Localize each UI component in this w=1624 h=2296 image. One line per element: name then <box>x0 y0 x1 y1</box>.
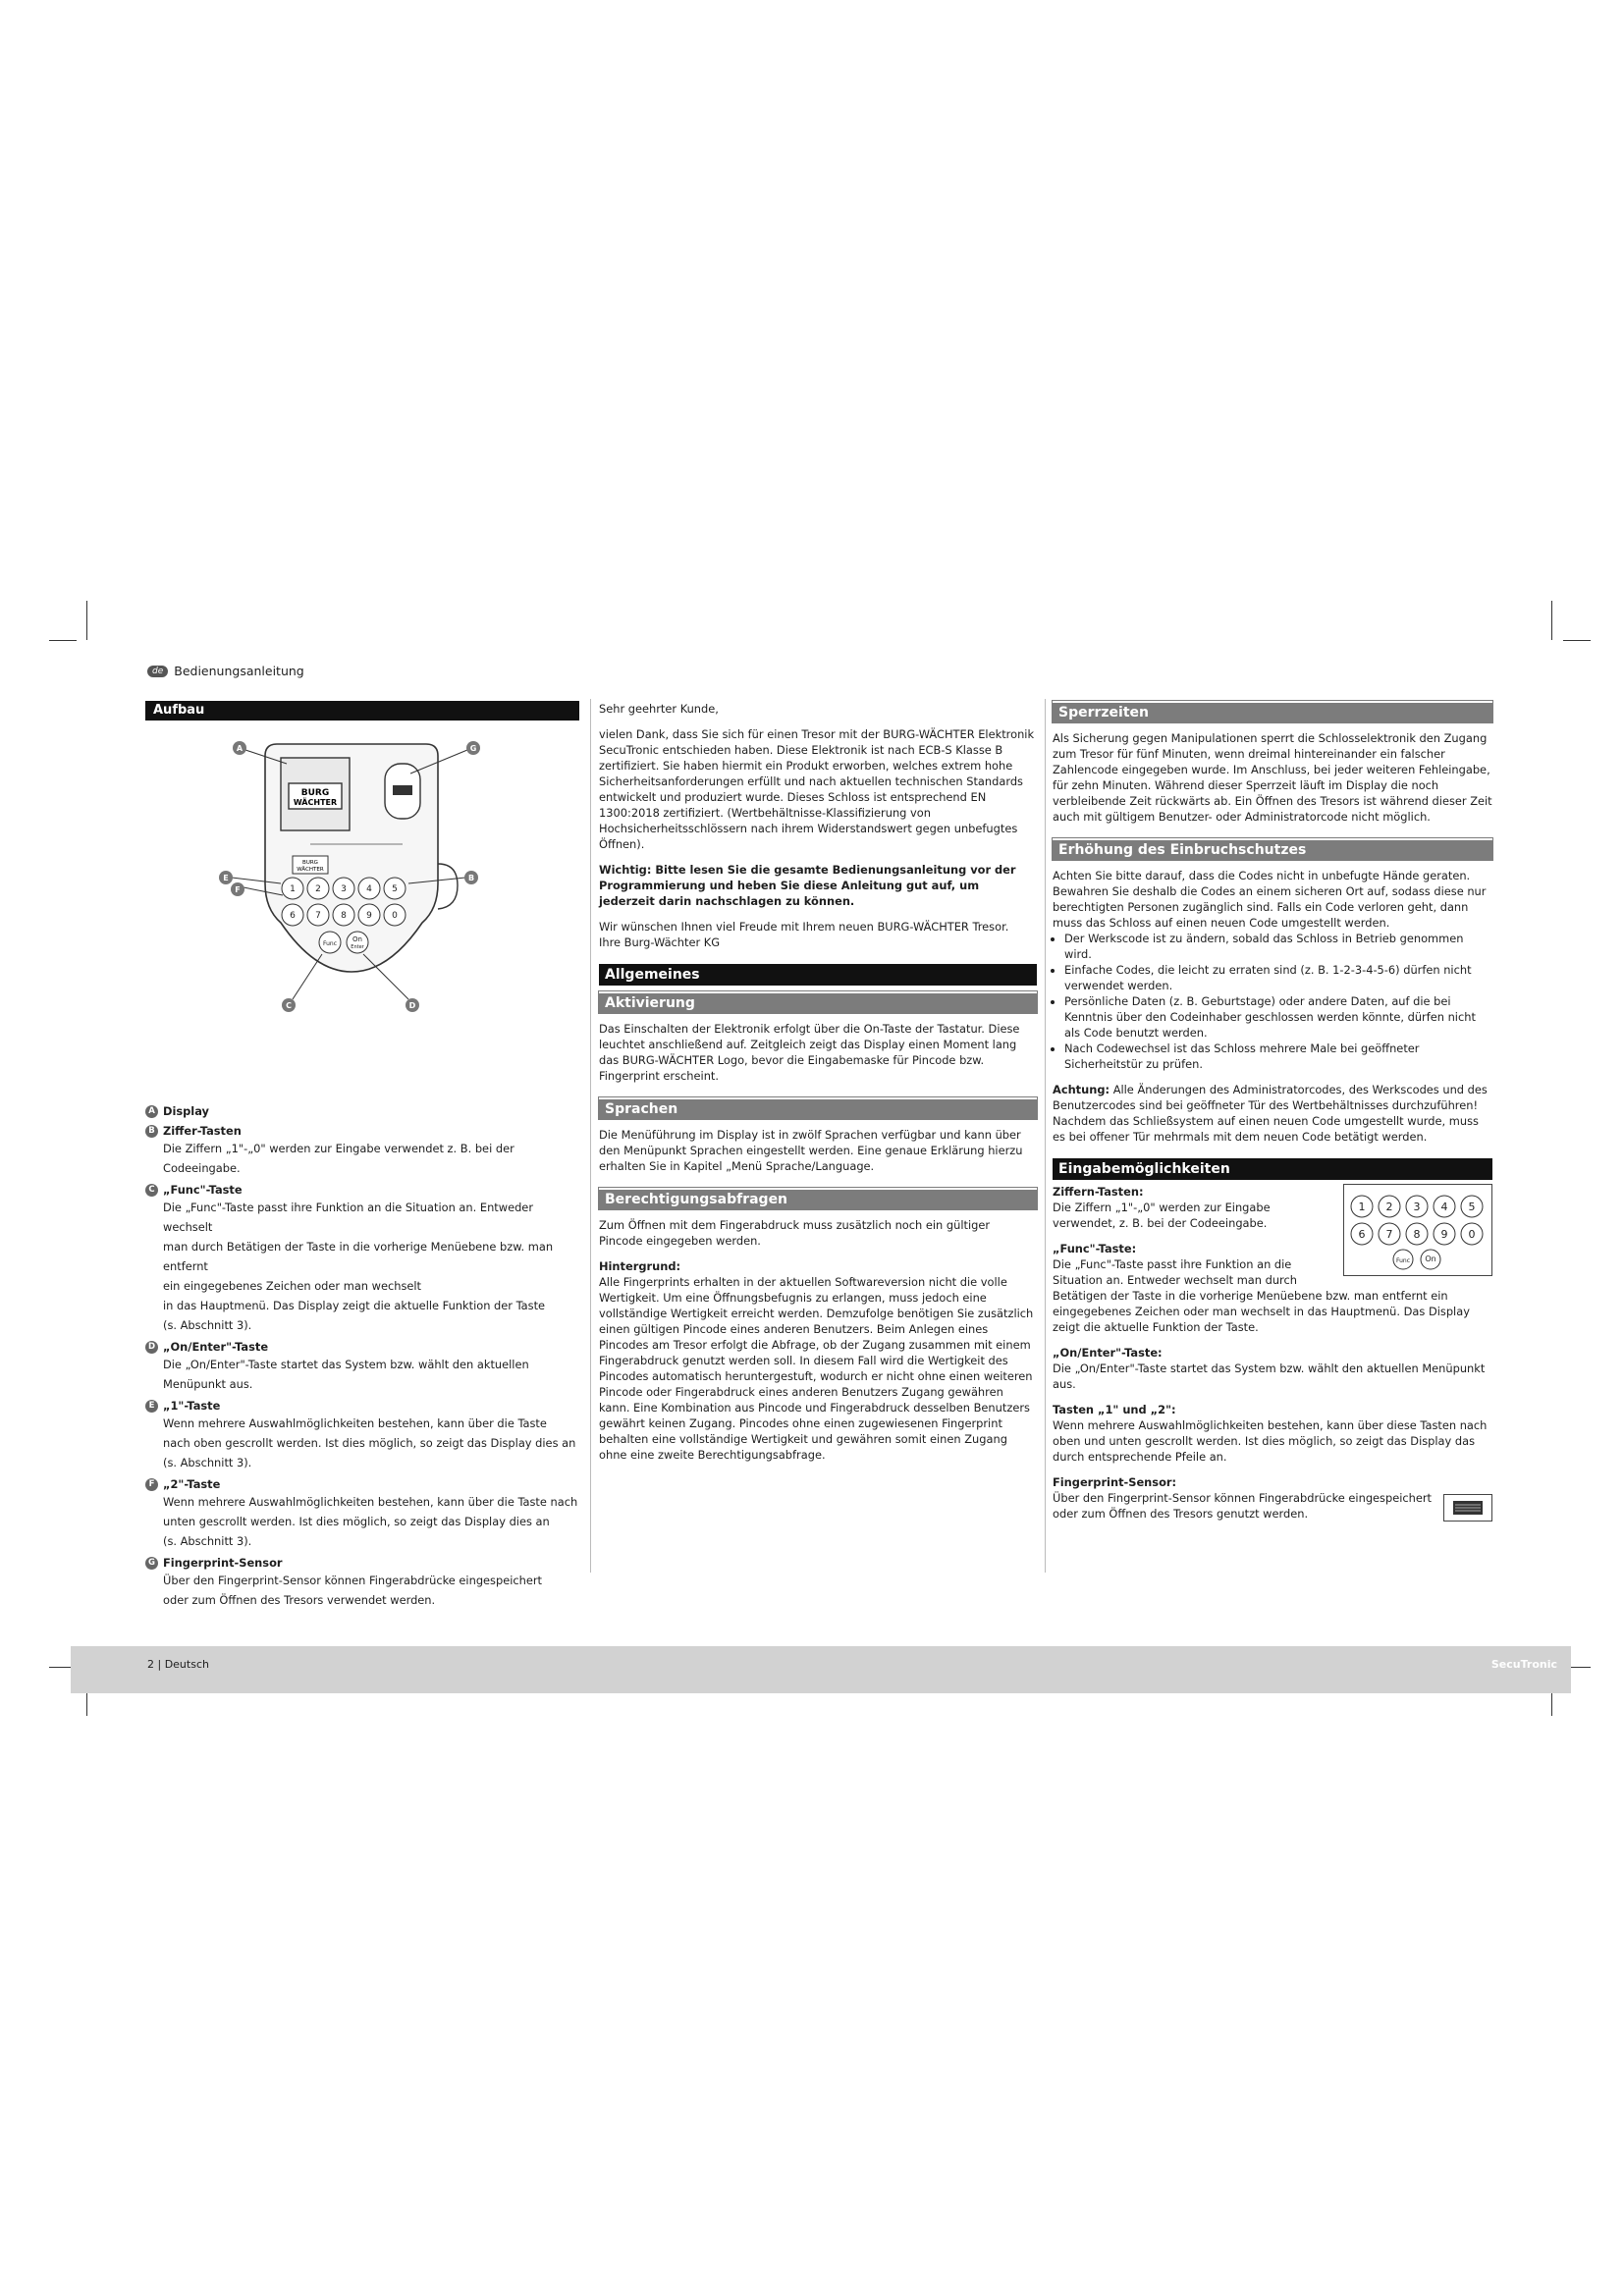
section-heading-einbruchschutz: Erhöhung des Einbruchschutzes <box>1053 838 1492 860</box>
legend-line: oder zum Öffnen des Tresors verwendet werden. <box>163 1593 436 1607</box>
intro-paragraph: vielen Dank, dass Sie sich für einen Tresor mit der BURG-WÄCHTER Elektronik SecuTronic entschieden haben. Diese Elektronik ist nach ECB-S Klasse B zertifiziert. Sie haben hiermit ein Produkt erworben, welches extrem hohe Sicherheitsanforderungen erfüllt und nach aktuellen technischen Standards entwickelt und produziert wurde. Dieses Schloss ist entsprechend EN 1300:2018 zertifiziert. (Wertbehältnisse-Klassifizierung von Hochsicherheitsschlössern nach ihrem Widerstandswert gegen unbefugtes Öffnen). <box>599 727 1035 851</box>
legend-line: Wenn mehrere Auswahlmöglichkeiten bestehen, kann über die Taste nach <box>163 1495 578 1509</box>
important-notice: Wichtig: Bitte lesen Sie die gesamte Bedienungsanleitung vor der Programmierung und heben Sie diese Anleitung gut auf, um jederzeit darin nachschlagen zu können. <box>599 863 1016 908</box>
key-7: 7 <box>315 911 321 921</box>
diagram-label-a: A <box>236 744 244 753</box>
thumb-key-3: 3 <box>1413 1201 1421 1213</box>
fingerprint-sensor-icon <box>1443 1494 1492 1522</box>
func-text: Die „Func"-Taste passt ihre Funktion an die Situation an. Entweder wechselt man durch Betätigen der Taste in die vorherige Menüebene bzw. man entfernt ein eingegebenes Zeichen oder man wechselt in das Hauptmenü. Das Display zeigt die aktuelle Funktion der Taste. <box>1053 1257 1470 1334</box>
list-item: • Einfache Codes, die leicht zu erraten sind (z. B. 1-2-3-4-5-6) dürfen nicht verwendet werden. <box>1064 962 1492 993</box>
footer-product-name: SecuTronic <box>1490 1658 1557 1671</box>
legend-title: „On/Enter"-Taste <box>163 1340 269 1354</box>
tasten-heading: Tasten „1" und „2": <box>1053 1403 1176 1416</box>
footer-page-number: 2 | Deutsch <box>147 1658 209 1671</box>
column-aufbau <box>145 701 579 1610</box>
legend-line: Die Ziffern „1"-„0" werden zur Eingabe verwendet z. B. bei der Codeeingabe. <box>163 1142 514 1175</box>
key-enter: Enter <box>351 944 364 950</box>
einbruch-text: Achten Sie bitte darauf, dass die Codes nicht in unbefugte Hände geraten. Bewahren Sie deshalb die Codes an einem sicheren Ort auf, sodass diese nur berechtigten Personen zugänglich sind. Falls ein Code verloren geht, dann muss das Schloss auf einen neuen Code umgestellt werden. <box>1053 869 1487 930</box>
legend-line: ein eingegebenes Zeichen oder man wechselt <box>163 1279 422 1293</box>
list-item: • Persönliche Daten (z. B. Geburtstage) oder andere Daten, auf die bei Kenntnis über den Codeinhaber geschlossen werden könnte, dürfen nicht als Code benutzt werden. <box>1064 993 1492 1041</box>
legend-line: (s. Abschnitt 3). <box>163 1534 252 1548</box>
page-header <box>147 664 304 678</box>
legend-item <box>145 1555 579 1610</box>
legend-line: Menüpunkt aus. <box>163 1377 253 1391</box>
thumb-key-1: 1 <box>1358 1201 1366 1213</box>
greeting: Sehr geehrter Kunde, <box>599 702 719 716</box>
legend-line: nach oben gescrollt werden. Ist dies möglich, so zeigt das Display dies an <box>163 1436 576 1450</box>
legend-line: man durch Betätigen der Taste in die vorherige Menüebene bzw. man entfernt <box>163 1240 554 1273</box>
legend-item <box>145 1398 579 1472</box>
keypad-diagram <box>145 726 579 1041</box>
crop-mark <box>49 640 77 641</box>
diagram-label-f: F <box>235 885 241 894</box>
legend-list <box>145 1050 579 1610</box>
fingerprint-text: Über den Fingerprint-Sensor können Fingerabdrücke eingespeichert oder zum Öffnen des Tresors genutzt werden. <box>1053 1491 1433 1521</box>
legend-title: „1"-Taste <box>163 1399 221 1413</box>
legend-badge-a: A <box>145 1105 158 1118</box>
ziffern-heading: Ziffern-Tasten: <box>1053 1185 1144 1199</box>
legend-line: (s. Abschnitt 3). <box>163 1456 252 1469</box>
security-bullets <box>1053 931 1492 1072</box>
legend-badge-g: G <box>145 1557 158 1570</box>
key-func: Func <box>322 940 338 947</box>
keypad-brand-line2: WÄCHTER <box>297 867 324 873</box>
language-badge: de <box>147 666 168 677</box>
thumb-key-2: 2 <box>1385 1201 1393 1213</box>
hintergrund-heading: Hintergrund: <box>599 1259 681 1273</box>
signature: Ihre Burg-Wächter KG <box>599 935 721 949</box>
column-divider <box>1045 699 1046 1573</box>
on-enter-text: Die „On/Enter"-Taste startet das System bzw. wählt den aktuellen Menüpunkt aus. <box>1053 1362 1486 1391</box>
keypad-illustration <box>145 726 579 1041</box>
diagram-label-b: B <box>467 874 475 882</box>
legend-title: Display <box>163 1104 209 1118</box>
legend-badge-e: E <box>145 1400 158 1413</box>
legend-title: „2"-Taste <box>163 1477 221 1491</box>
key-1: 1 <box>290 884 296 894</box>
column-security <box>1053 701 1492 1531</box>
diagram-label-e: E <box>223 874 229 882</box>
sprachen-text: Die Menüführung im Display ist in zwölf Sprachen verfügbar und kann über den Menüpunkt Sprachen eingestellt werden. Eine genaue Erklärung hierzu erhalten Sie in Kapitel „Menü Sprache/Language. <box>599 1128 1023 1173</box>
section-heading-berechtigung: Berechtigungsabfragen <box>599 1188 1037 1209</box>
key-3: 3 <box>341 884 347 894</box>
legend-badge-d: D <box>145 1341 158 1354</box>
key-5: 5 <box>392 884 398 894</box>
legend-line: Wenn mehrere Auswahlmöglichkeiten bestehen, kann über die Taste <box>163 1416 547 1430</box>
achtung-text: Alle Änderungen des Administratorcodes, des Werkscodes und des Benutzercodes sind bei geöffneter Tür des Wertbehältnisses durchzuführen! Nachdem das Schließsystem auf einen neuen Code umgestellt wurde, muss es bei offener Tür mehrmals mit dem neuen Code betätigt werden. <box>1053 1083 1488 1144</box>
aktivierung-text: Das Einschalten der Elektronik erfolgt über die On-Taste der Tastatur. Diese leuchtet anschließend auf. Zeitgleich zeigt das Display einen Moment lang das BURG-WÄCHTER Logo, bevor die Eingabemaske für Pincode bzw. Fingerprint erscheint. <box>599 1022 1020 1083</box>
fingerprint-heading: Fingerprint-Sensor: <box>1053 1475 1177 1489</box>
legend-line: in das Hauptmenü. Das Display zeigt die aktuelle Funktion der Taste <box>163 1299 546 1312</box>
key-6: 6 <box>290 911 296 921</box>
thumb-key-5: 5 <box>1468 1201 1476 1213</box>
tasten-text: Wenn mehrere Auswahlmöglichkeiten bestehen, kann über diese Tasten nach oben und unten gescrollt werden. Ist dies möglich, so zeigt das Display das durch entsprechende Pfeile an. <box>1053 1418 1488 1464</box>
wish-text: Wir wünschen Ihnen viel Freude mit Ihrem neuen BURG-WÄCHTER Tresor. <box>599 920 1009 934</box>
thumb-key-8: 8 <box>1413 1228 1421 1241</box>
legend-item <box>145 1123 579 1178</box>
display-brand-line2: WÄCHTER <box>293 798 338 807</box>
column-divider <box>590 699 591 1573</box>
legend-item <box>145 1476 579 1551</box>
list-item: • Nach Codewechsel ist das Schloss mehrere Male bei geöffneter Sicherheitstür zu prüfen. <box>1064 1041 1492 1072</box>
crop-mark <box>1563 640 1591 641</box>
diagram-label-g: G <box>469 744 477 753</box>
section-heading-aufbau: Aufbau <box>145 701 579 721</box>
legend-badge-c: C <box>145 1184 158 1197</box>
legend-item <box>145 1182 579 1335</box>
keypad-thumbnail <box>1343 1184 1492 1276</box>
legend-line: (s. Abschnitt 3). <box>163 1318 252 1332</box>
section-heading-sperrzeiten: Sperrzeiten <box>1053 701 1492 722</box>
keypad-thumbnail-icon <box>1344 1185 1491 1275</box>
legend-badge-b: B <box>145 1125 158 1138</box>
diagram-label-d: D <box>408 1001 416 1010</box>
legend-title: Fingerprint-Sensor <box>163 1556 283 1570</box>
section-heading-eingabe: Eingabemöglichkeiten <box>1053 1158 1492 1180</box>
legend-title: Ziffer-Tasten <box>163 1124 242 1138</box>
thumb-key-6: 6 <box>1358 1228 1366 1241</box>
on-enter-heading: „On/Enter"-Taste: <box>1053 1346 1163 1360</box>
key-on: On <box>352 935 362 943</box>
legend-badge-f: F <box>145 1478 158 1491</box>
thumb-key-9: 9 <box>1440 1228 1448 1241</box>
thumb-key-0: 0 <box>1468 1228 1476 1241</box>
diagram-label-c: C <box>286 1001 292 1010</box>
achtung-label: Achtung: <box>1053 1083 1110 1096</box>
crop-mark <box>1551 601 1552 640</box>
thumb-key-on: On <box>1425 1255 1436 1263</box>
section-heading-aktivierung: Aktivierung <box>599 991 1037 1013</box>
legend-line: Die „Func"-Taste passt ihre Funktion an die Situation an. Entweder wechselt <box>163 1201 533 1234</box>
legend-title: „Func"-Taste <box>163 1183 243 1197</box>
legend-line: unten gescrollt werden. Ist dies möglich, so zeigt das Display dies an <box>163 1515 550 1528</box>
thumb-key-func: Func <box>1395 1257 1411 1264</box>
sperrzeiten-text: Als Sicherung gegen Manipulationen sperrt die Schlosselektronik den Zugang zum Tresor für fünf Minuten, wenn dreimal hintereinander ein falscher Zahlencode eingegeben wurde. Im Anschluss, bei jeder weiteren Fehleingabe, für zehn Minuten. Während dieser Sperrzeit läuft im Display die noch verbleibende Zeit rückwärts ab. Ein Öffnen des Tresors ist während dieser Zeit auch mit gültigem Benutzer- oder Administratorcode nicht möglich. <box>1053 731 1492 824</box>
display-brand-line1: BURG <box>300 788 330 798</box>
legend-line: Die „On/Enter"-Taste startet das System bzw. wählt den aktuellen <box>163 1358 529 1371</box>
ziffern-text: Die Ziffern „1"-„0" werden zur Eingabe verwendet, z. B. bei der Codeeingabe. <box>1053 1201 1271 1230</box>
func-heading: „Func"-Taste: <box>1053 1242 1137 1255</box>
keypad-brand-line1: BURG <box>302 860 318 866</box>
column-general <box>599 701 1037 1472</box>
section-heading-allgemeines: Allgemeines <box>599 964 1037 986</box>
thumb-key-4: 4 <box>1440 1201 1448 1213</box>
list-item: • Der Werkscode ist zu ändern, sobald das Schloss in Betrieb genommen wird. <box>1064 931 1492 962</box>
page-header-title: Bedienungsanleitung <box>174 664 304 678</box>
key-0: 0 <box>392 911 398 921</box>
key-4: 4 <box>366 884 372 894</box>
thumb-key-7: 7 <box>1385 1228 1393 1241</box>
page-footer <box>71 1646 1571 1693</box>
legend-item <box>145 1103 579 1119</box>
legend-line: Über den Fingerprint-Sensor können Fingerabdrücke eingespeichert <box>163 1574 543 1587</box>
hintergrund-text: Alle Fingerprints erhalten in der aktuellen Softwareversion nicht die volle Wertigkeit. Um eine Öffnungsbefugnis zu erlangen, muss jedoch eine vollständige Wertigkeit erreicht werden. Demzufolge benötigen Sie zusätzlich einen gültigen Pincode eines anderen Benutzers. Beim Anlegen eines Pincodes am Tresor erfolgt die Abfrage, ob der Zugang zusammen mit einem Fingerabdruck genutzt werden soll. In diesem Fall wird die Wertigkeit des Pincodes automatisch heruntergestuft, wodurch er nicht ohne einen weiteren Pincode oder Fingerabdruck eines anderen Benutzers Zugang gewähren kann. Eine Kombination aus Pincode und Fingerabdruck desselben Benutzers gewährt keinen Zugang. Pincodes ohne einen zugewiesenen Fingerprint behalten eine vollständige Wertigkeit und gewähren somit einen Zugang ohne eine zweite Berechtigungsabfrage. <box>599 1275 1034 1462</box>
legend-item <box>145 1339 579 1394</box>
berechtigung-text: Zum Öffnen mit dem Fingerabdruck muss zusätzlich noch ein gültiger Pincode eingegeben werden. <box>599 1218 991 1248</box>
achtung-paragraph <box>1053 1082 1492 1145</box>
section-heading-sprachen: Sprachen <box>599 1097 1037 1119</box>
key-8: 8 <box>341 911 347 921</box>
key-2: 2 <box>315 884 321 894</box>
crop-mark <box>86 601 87 640</box>
key-9: 9 <box>366 911 372 921</box>
